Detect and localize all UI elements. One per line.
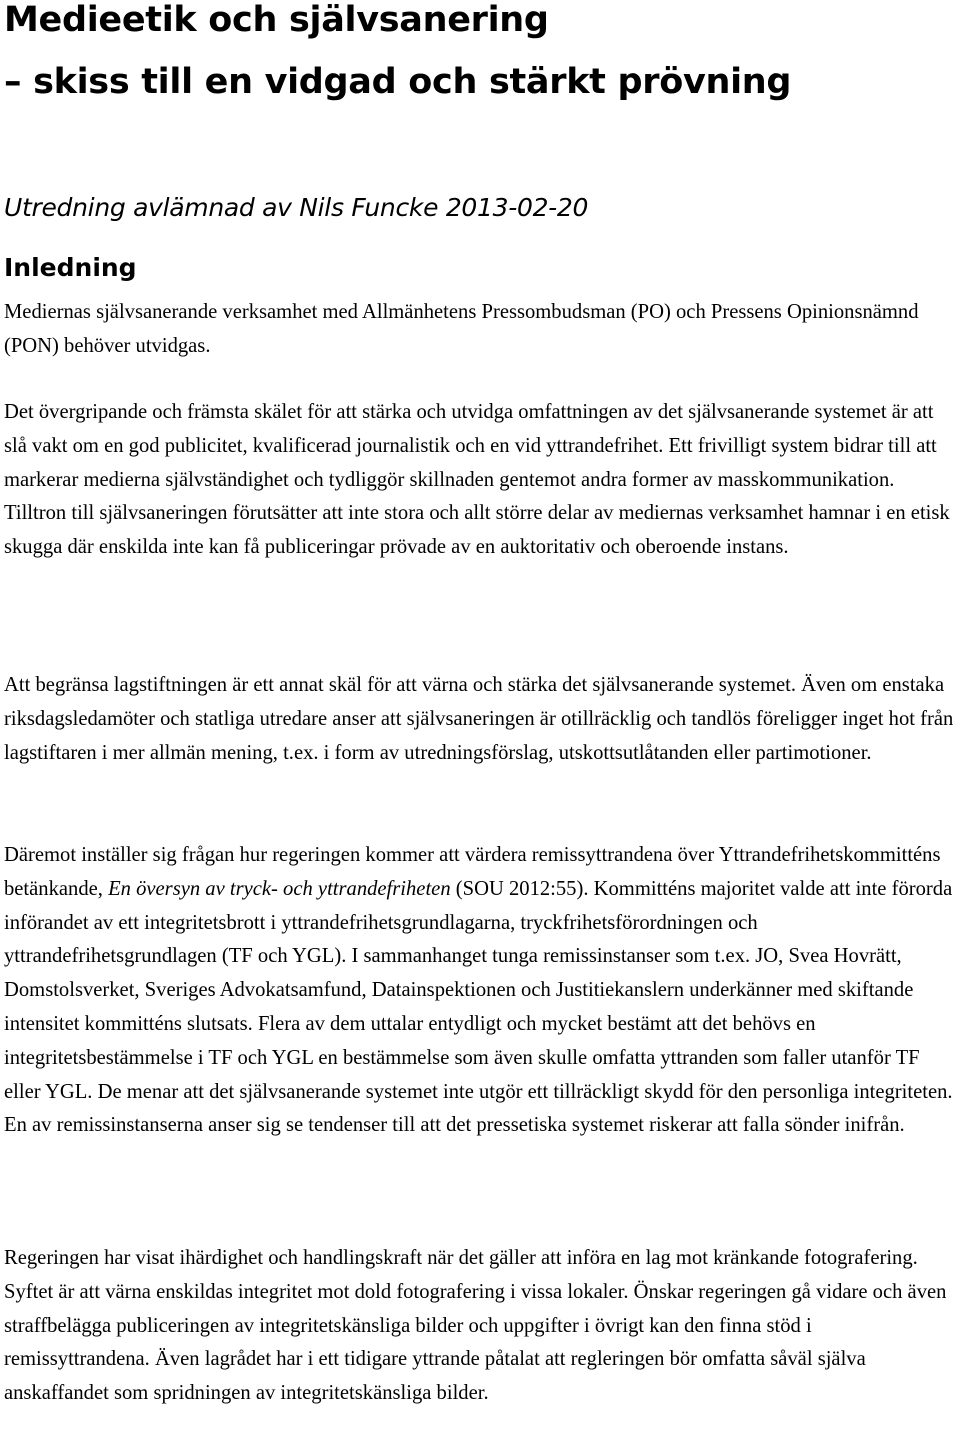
paragraph-4-text-after: (SOU 2012:55). Kommitténs majoritet valde att inte förorda införandet av ett integritetsbrott i yttrandefrihetsgrundlagarna, tryckfrihetsförordningen och yttrandefrihetsgrundlagen (TF och YGL). I sammanhanget tunga remissinstanser som t.ex. JO, Svea Hovrätt, Domstolsverket, Sveriges Advokatsamfund, Datainspektionen och Justitiekanslern underkänner med skiftande intensitet kommitténs slutsats. Flera av dem uttalar entydligt och mycket bestämt att det behövs en integritetsbestämmelse i TF och YGL en bestämmelse som även skulle omfatta yttranden som faller utanför TF eller YGL. De menar att det självsanerande systemet inte utgör ett tillräckligt skydd för den personliga integriteten. En av remissinstanserna anser sig se tendenser till att det pressetiska systemet riskerar att falla sönder inifrån. — [4, 877, 953, 1137]
document-title-line-2: – skiss till en vidgad och stärkt prövning — [4, 62, 792, 102]
paragraph-3: Att begränsa lagstiftningen är ett annat skäl för att värna och stärka det självsanerande systemet. Även om enstaka riksdagsledamöter och statliga utredare anser att självsaneringen är otillräcklig och tandlös föreligger inget hot från lagstiftaren i mer allmän mening, t.ex. i form av utredningsförslag, utskottsutlåtanden eller partimotioner. — [4, 674, 954, 764]
paragraph-5: Regeringen har visat ihärdighet och handlingskraft när det gäller att införa en lag mot kränkande fotografering. Syftet är att värna enskildas integritet mot dold fotografering i vissa lokaler. Önskar regeringen gå vidare och även straffbelägga publiceringen av integritetskänsliga bilder och uppgifter i övrigt kan den finna stöd i remissyttrandena. Även lagrådet har i ett tidigare yttrande påtalat att regleringen bör omfatta såväl själva anskaffandet som spridningen av integritetskänsliga bilder. — [4, 1247, 947, 1405]
paragraph-1: Mediernas självsanerande verksamhet med Allmänhetens Pressombudsman (PO) och Pressens Opinionsnämnd (PON) behöver utvidgas. — [4, 301, 919, 357]
paragraph-4 — [4, 839, 960, 1143]
paragraph-4-text-before: Däremot inställer sig frågan hur regeringen kommer att värdera remissyttrandena över Yttrandefrihetskommitténs betänkande, — [4, 844, 941, 900]
report-title-italic: En översyn av tryck- och yttrandefriheten — [108, 877, 451, 900]
section-heading-inledning: Inledning — [4, 253, 137, 282]
document-subtitle: Utredning avlämnad av Nils Funcke 2013-02-20 — [4, 193, 589, 222]
document-title-line-1: Medieetik och självsanering — [4, 0, 549, 40]
paragraph-2: Det övergripande och främsta skälet för att stärka och utvidga omfattningen av det självsanerande systemet är att slå vakt om en god publicitet, kvalificerad journalistik och en vid yttrandefrihet. Ett frivilligt system bidrar till att markerar medierna självständighet och tydliggör skillnaden gentemot andra former av masskommunikation. Tilltron till självsaneringen förutsätter att inte stora och allt större delar av mediernas verksamhet hamnar i en etisk skugga där enskilda inte kan få publiceringar prövade av en auktoritativ och oberoende instans. — [4, 401, 950, 559]
